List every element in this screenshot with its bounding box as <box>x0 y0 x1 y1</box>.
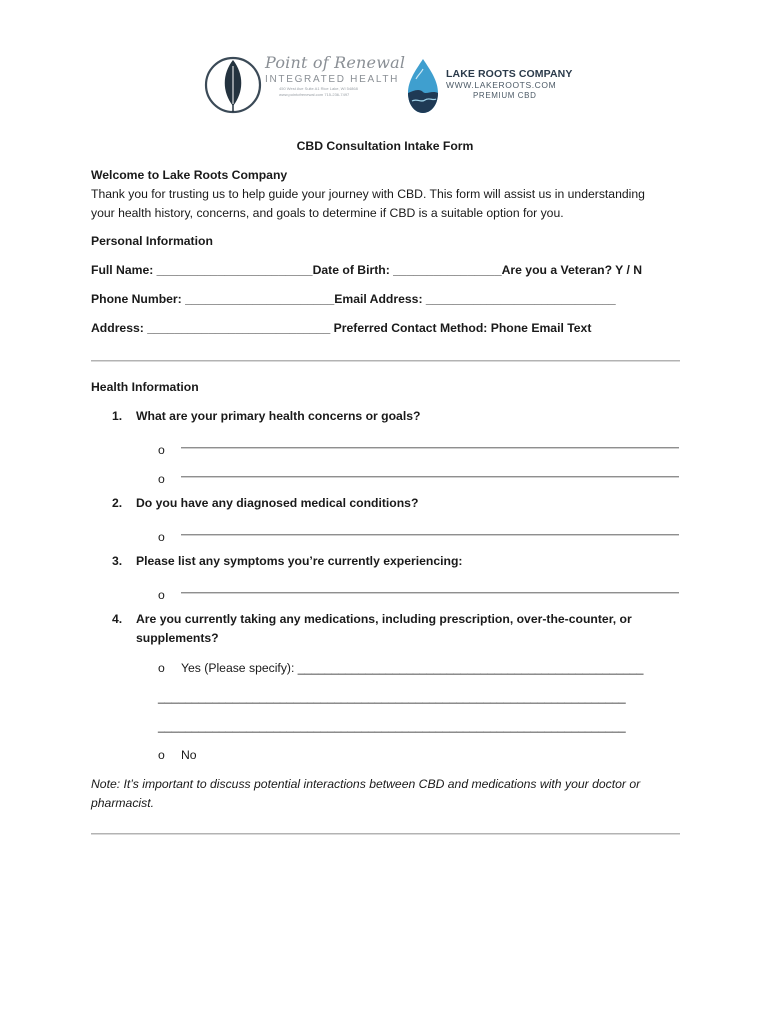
intro-line-1: Thank you for trusting us to help guide your journey with CBD. This form will assist us in understanding <box>91 187 645 201</box>
list-bullet: o <box>158 530 165 544</box>
answer-line-q1-b[interactable] <box>181 476 679 478</box>
logo-address: 450 West Ave Suite A1 Rice Lake, WI 54868 <box>279 86 358 91</box>
section-divider <box>91 360 680 362</box>
question-3-text: Please list any symptoms you’re currently experiencing: <box>136 554 463 568</box>
list-bullet: o <box>158 443 165 457</box>
answer-line-q2[interactable] <box>181 534 679 536</box>
personal-row-address-contact[interactable]: Address: ___________________________ Preferred Contact Method: Phone Email Text <box>91 321 592 335</box>
list-bullet: o <box>158 748 165 762</box>
section-divider <box>91 833 680 835</box>
leaf-logo-icon <box>203 54 263 116</box>
logo-company-name: LAKE ROOTS COMPANY <box>446 68 573 80</box>
personal-info-heading: Personal Information <box>91 234 213 248</box>
form-title: CBD Consultation Intake Form <box>296 139 474 153</box>
option-no[interactable]: No <box>181 748 197 762</box>
note-line-1: Note: It’s important to discuss potential interactions between CBD and medications with your doctor or <box>91 777 641 791</box>
personal-row-phone-email[interactable]: Phone Number: ______________________Email Address: ____________________________ <box>91 292 616 306</box>
logo-company-tagline: PREMIUM CBD <box>473 91 537 100</box>
answer-blank-line-2[interactable]: _____________________________________________________________________ <box>158 719 626 733</box>
question-1-number: 1. <box>112 409 123 423</box>
point-of-renewal-logo <box>203 53 406 116</box>
answer-line-q3[interactable] <box>181 592 679 594</box>
health-info-heading: Health Information <box>91 380 199 394</box>
question-4-number: 4. <box>112 612 123 626</box>
answer-line-q1-a[interactable] <box>181 447 679 449</box>
question-1-text: What are your primary health concerns or goals? <box>136 409 421 423</box>
question-4-text-line-2: supplements? <box>136 631 219 645</box>
question-2-text: Do you have any diagnosed medical conditions? <box>136 496 419 510</box>
logo-company-website: WWW.LAKEROOTS.COM <box>446 80 557 90</box>
logo-title: Point of Renewal <box>265 53 406 72</box>
question-2-number: 2. <box>112 496 123 510</box>
logo-website: www.pointofrenewal.com 715-236-7497 <box>279 92 350 97</box>
personal-row-name-dob-veteran[interactable]: Full Name: _______________________Date of Birth: ________________Are you a Veteran? Y / N <box>91 263 643 277</box>
question-3-number: 3. <box>112 554 123 568</box>
intro-line-2: your health history, concerns, and goals to determine if CBD is a suitable option for you. <box>91 206 564 220</box>
question-4-text-line-1: Are you currently taking any medications, including prescription, over-the-counter, or <box>136 612 632 626</box>
list-bullet: o <box>158 661 165 675</box>
lake-roots-logo <box>404 57 574 117</box>
list-bullet: o <box>158 472 165 486</box>
logo-subtitle: INTEGRATED HEALTH <box>265 74 400 85</box>
note-line-2: pharmacist. <box>91 796 154 810</box>
welcome-heading: Welcome to Lake Roots Company <box>91 168 288 182</box>
water-drop-icon <box>404 57 442 117</box>
option-yes-specify[interactable]: Yes (Please specify): ___________________________________________________ <box>181 661 644 675</box>
answer-blank-line-1[interactable]: _____________________________________________________________________ <box>158 690 626 704</box>
list-bullet: o <box>158 588 165 602</box>
